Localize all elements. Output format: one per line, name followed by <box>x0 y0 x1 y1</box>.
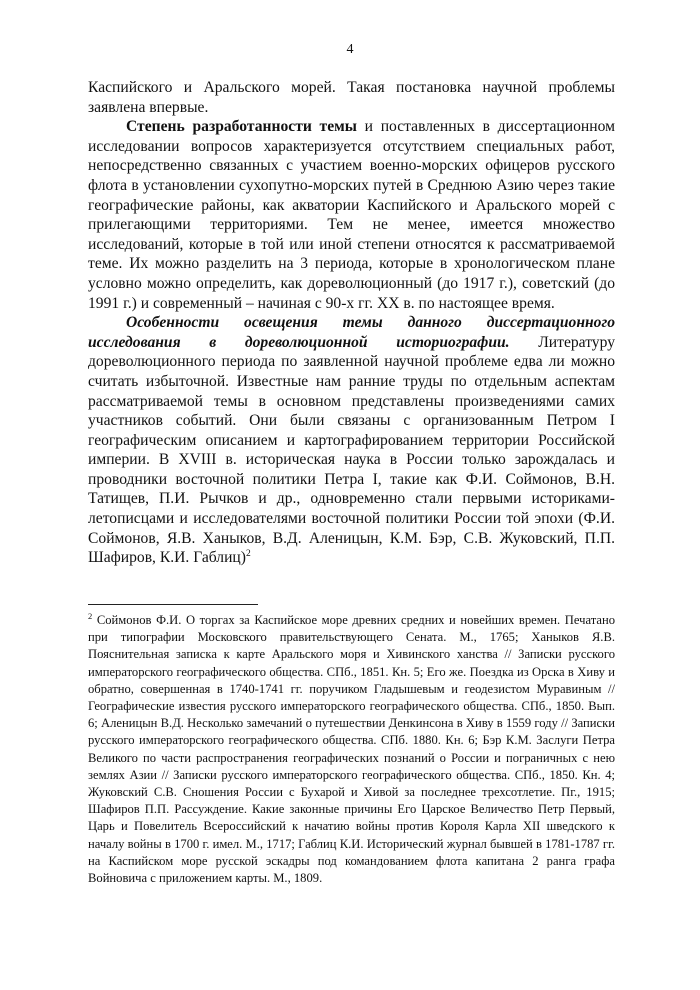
footnote-divider <box>88 604 258 605</box>
footnote-reference: 2 <box>245 549 251 560</box>
paragraph-3-text: Литературу дореволюционного периода по заявленной научной проблеме едва ли можно считать избыточной. Известные нам ранние труды по отдельным аспектам рассматриваемой темы в основном представлены произведениями самих участников событий. Они были связаны с организованным Петром I географическим описанием и картографированием территории Российской империи. В XVIII в. историческая наука в России только зарождалась и проводники восточной политики Петра I, такие как Ф.И. Соймонов, В.Н. Татищев, П.И. Рычков и др., одновременно стали первыми историками-летописцами и исследователями восточной политики России той эпохи (Ф.И. Соймонов, Я.В. Ханыков, В.Д. Аленицын, К.М. Бэр, С.В. Жуковский, П.П. Шафиров, К.И. Габлиц) <box>88 333 615 567</box>
footnote-mark: 2 <box>88 610 93 621</box>
paragraph-2-text: и поставленных в диссертационном исследовании вопросов характеризуется отсутствием специальных работ, непосредственно связанных с участием военно-морских офицеров русского флота в установлении сухопутно-морских путей в Среднюю Азию через такие географические районы, как акватории Каспийского и Аральского морей с прилегающими территориями. Тем не менее, имеется множество исследований, которые в той или иной степени относятся к рассматриваемой теме. Их можно разделить на 3 периода, которые в хронологическом плане условно можно определить, как дореволюционный (до 1917 г.), советский (до 1991 г.) и современный – начиная с 90-х гг. XX в. по настоящее время. <box>88 118 615 312</box>
paragraph-3 <box>88 313 615 568</box>
page-number: 4 <box>346 42 354 57</box>
paragraph-1: Каспийского и Аральского морей. Такая постановка научной проблемы заявлена впервые. <box>88 79 615 116</box>
footnote <box>88 612 615 887</box>
footnote-text: Соймонов Ф.И. О торгах за Каспийское море древних средних и новейших времен. Печатано при типографии Московского правительствующего Сената. М., 1765; Ханыков Я.В. Пояснительная записка к карте Аральского моря и Хивинского ханства // Записки русского императорского географического общества. СПб., 1851. Кн. 5; Его же. Поездка из Орска в Хиву и обратно, совершенная в 1740-1741 гг. поручиком Гладышевым и геодезистом Муравиным // Географические известия русского императорского географического общества. СПб., 1850. Вып. 6; Аленицын В.Д. Несколько замечаний о путешествии Денкинсона в Хиву в 1559 году // Записки русского императорского географического общества. СПб. 1880. Кн. 6; Бэр К.М. Заслуги Петра Великого по части распространения географических познаний о России и пограничных с нею землях Азии // Записки русского императорского географического общества. СПб., 1850. Кн. 4; Жуковский С.В. Сношения России с Бухарой и Хивой за последнее трехсотлетие. Пг., 1915; Шафиров П.П. Рассуждение. Какие законные причины Его Царское Величество Петр Первый, Царь и Повелитель Всероссийский к начатию войны против Короля Карла XII шведского к началу войны в 1700 г. имел. М., 1717; Габлиц К.И. Исторический журнал бывшей в 1781-1787 гг. на Каспийском море русской эскадры под командованием флота капитана 2 ранга графа Войновича с приложением карты. М., 1809. <box>88 613 615 886</box>
main-text <box>88 78 615 568</box>
section-heading-research-degree: Степень разработанности темы <box>126 118 357 136</box>
paragraph-2 <box>88 117 615 313</box>
section-heading-prerevolutionary: Особенности освещения темы данного диссертационного исследования в дореволюционной историографии. <box>88 314 615 351</box>
footnote-text-block <box>88 612 615 887</box>
